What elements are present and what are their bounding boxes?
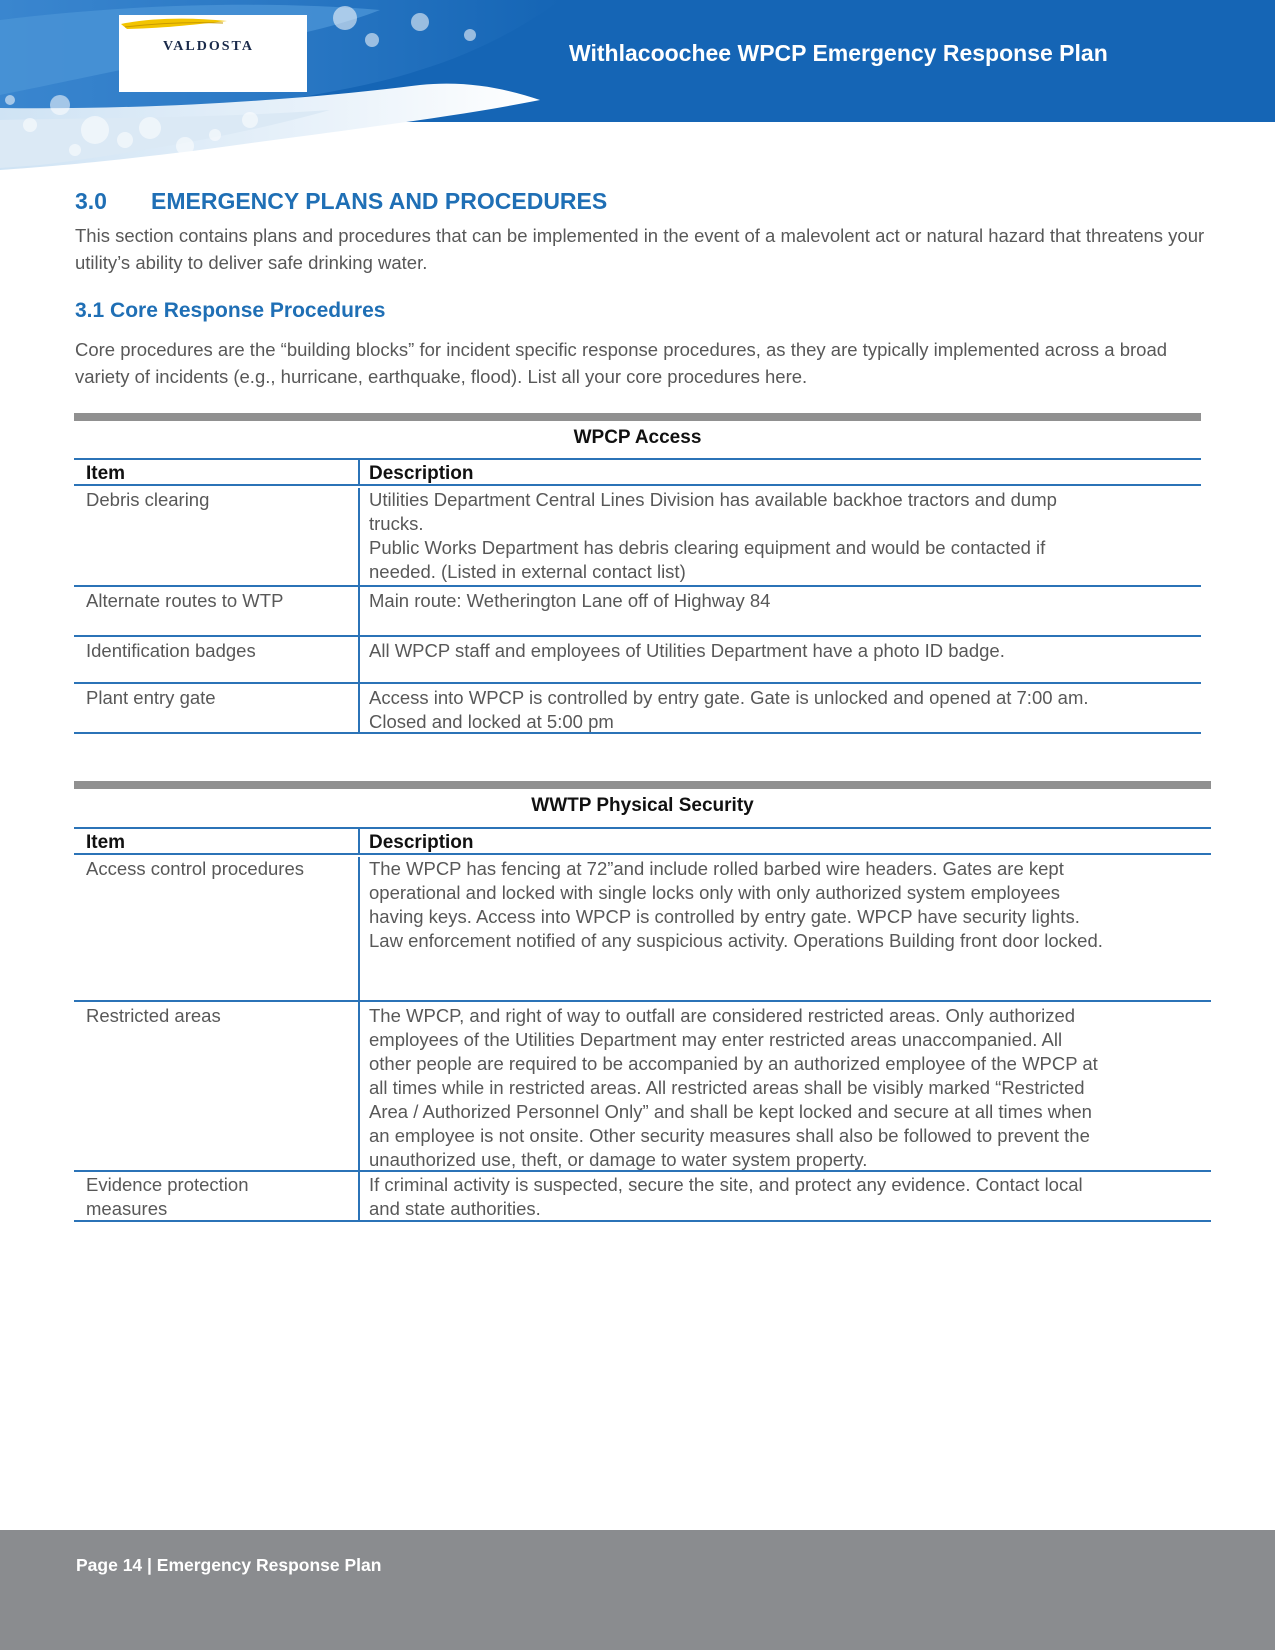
wwtp-physical-security-table [74, 781, 1211, 1221]
row-description [369, 589, 770, 613]
header-description: Description [369, 463, 474, 484]
desc-line: Closed and locked at 5:00 pm [369, 711, 614, 732]
page-footer [0, 1530, 1275, 1650]
table-row [74, 1002, 1211, 1172]
column-divider [358, 587, 360, 635]
footer-page-label: Page 14 | Emergency Response Plan [76, 1555, 382, 1575]
row-item: Alternate routes to WTP [86, 590, 284, 611]
column-divider [358, 829, 360, 853]
table-top-bar [74, 413, 1201, 421]
row-description [369, 488, 1057, 584]
logo-wordmark: VALDOSTA [163, 39, 254, 54]
subsection-intro: Core procedures are the “building blocks” for incident specific response procedures, as they are typically implemented across a broad variety of incidents (e.g., hurricane, earthquake, flood). List all your core procedures here. [75, 339, 1168, 387]
desc-line: Utilities Department Central Lines Division has available backhoe tractors and dump [369, 489, 1057, 510]
table-row [74, 857, 1211, 1002]
table-row [74, 587, 1201, 637]
section-number: 3.0 [75, 188, 107, 214]
desc-line: and state authorities. [369, 1198, 541, 1219]
row-description [369, 857, 1103, 953]
city-logo [119, 15, 307, 92]
row-description [369, 1173, 1083, 1221]
row-item: Plant entry gate [86, 687, 216, 708]
desc-line: Public Works Department has debris clearing equipment and would be contacted if [369, 537, 1046, 558]
section-intro: This section contains plans and procedures that can be implemented in the event of a malevolent act or natural hazard that threatens your utility’s ability to deliver safe drinking water. [75, 225, 1205, 273]
column-divider [358, 1172, 360, 1220]
row-item: Restricted areas [86, 1005, 221, 1026]
header-banner [0, 0, 1275, 175]
header-item: Item [86, 832, 126, 853]
column-divider [358, 488, 360, 585]
row-item: Debris clearing [86, 489, 210, 510]
desc-line: operational and locked with single locks only with only authorized system employees [369, 882, 1061, 903]
desc-line: an employee is not onsite. Other security measures shall also be followed to prevent the [369, 1125, 1090, 1146]
table-row [74, 684, 1201, 734]
row-description [369, 686, 1089, 734]
desc-line: All WPCP staff and employees of Utilities Department have a photo ID badge. [369, 640, 1005, 661]
desc-line: needed. (Listed in external contact list) [369, 561, 686, 582]
desc-line: The WPCP, and right of way to outfall are considered restricted areas. Only authorized [369, 1005, 1076, 1026]
section-heading [75, 188, 607, 215]
table-title: WPCP Access [573, 427, 702, 448]
table-row [74, 1172, 1211, 1222]
desc-line: Law enforcement notified of any suspicious activity. Operations Building front door locked. [369, 930, 1103, 951]
desc-line: Area / Authorized Personnel Only” and shall be kept locked and secure at all times when [369, 1101, 1092, 1122]
desc-line: Main route: Wetherington Lane off of Highway 84 [369, 590, 771, 611]
desc-line: Access into WPCP is controlled by entry gate. Gate is unlocked and opened at 7:00 am. [369, 687, 1089, 708]
row-item [86, 1173, 346, 1221]
desc-line: all times while in restricted areas. All restricted areas shall be visibly marked “Restricted [369, 1077, 1085, 1098]
desc-line: The WPCP has fencing at 72”and include rolled barbed wire headers. Gates are kept [369, 858, 1064, 879]
desc-line: If criminal activity is suspected, secure the site, and protect any evidence. Contact local [369, 1174, 1083, 1195]
row-item: Identification badges [86, 640, 256, 661]
desc-line: trucks. [369, 513, 424, 534]
row-item: Access control procedures [86, 858, 304, 879]
table-header-row [74, 827, 1211, 855]
row-description [369, 639, 1005, 663]
desc-line: having keys. Access into WPCP is controlled by entry gate. WPCP have security lights. [369, 906, 1080, 927]
column-divider [358, 460, 360, 484]
table-header-row [74, 458, 1201, 486]
section-title: EMERGENCY PLANS AND PROCEDURES [151, 188, 608, 214]
table-row [74, 637, 1201, 684]
header-item: Item [86, 463, 126, 484]
table-top-bar [74, 781, 1211, 789]
column-divider [358, 857, 360, 1000]
table-title: WWTP Physical Security [531, 795, 754, 816]
item-line: Evidence protection [86, 1174, 249, 1195]
column-divider [358, 637, 360, 682]
table-row [74, 488, 1201, 587]
desc-line: other people are required to be accompanied by an authorized employee of the WPCP at [369, 1053, 1098, 1074]
row-description [369, 1004, 1098, 1172]
logo-swoosh-icon [119, 15, 229, 31]
wpcp-access-table [74, 413, 1201, 733]
item-line: measures [86, 1198, 168, 1219]
desc-line: unauthorized use, theft, or damage to water system property. [369, 1149, 868, 1170]
desc-line: employees of the Utilities Department may enter restricted areas unaccompanied. All [369, 1029, 1063, 1050]
subsection-title: 3.1 Core Response Procedures [75, 299, 386, 322]
column-divider [358, 684, 360, 732]
header-description: Description [369, 832, 474, 853]
column-divider [358, 1002, 360, 1170]
document-title: Withlacoochee WPCP Emergency Response Plan [569, 40, 1108, 66]
